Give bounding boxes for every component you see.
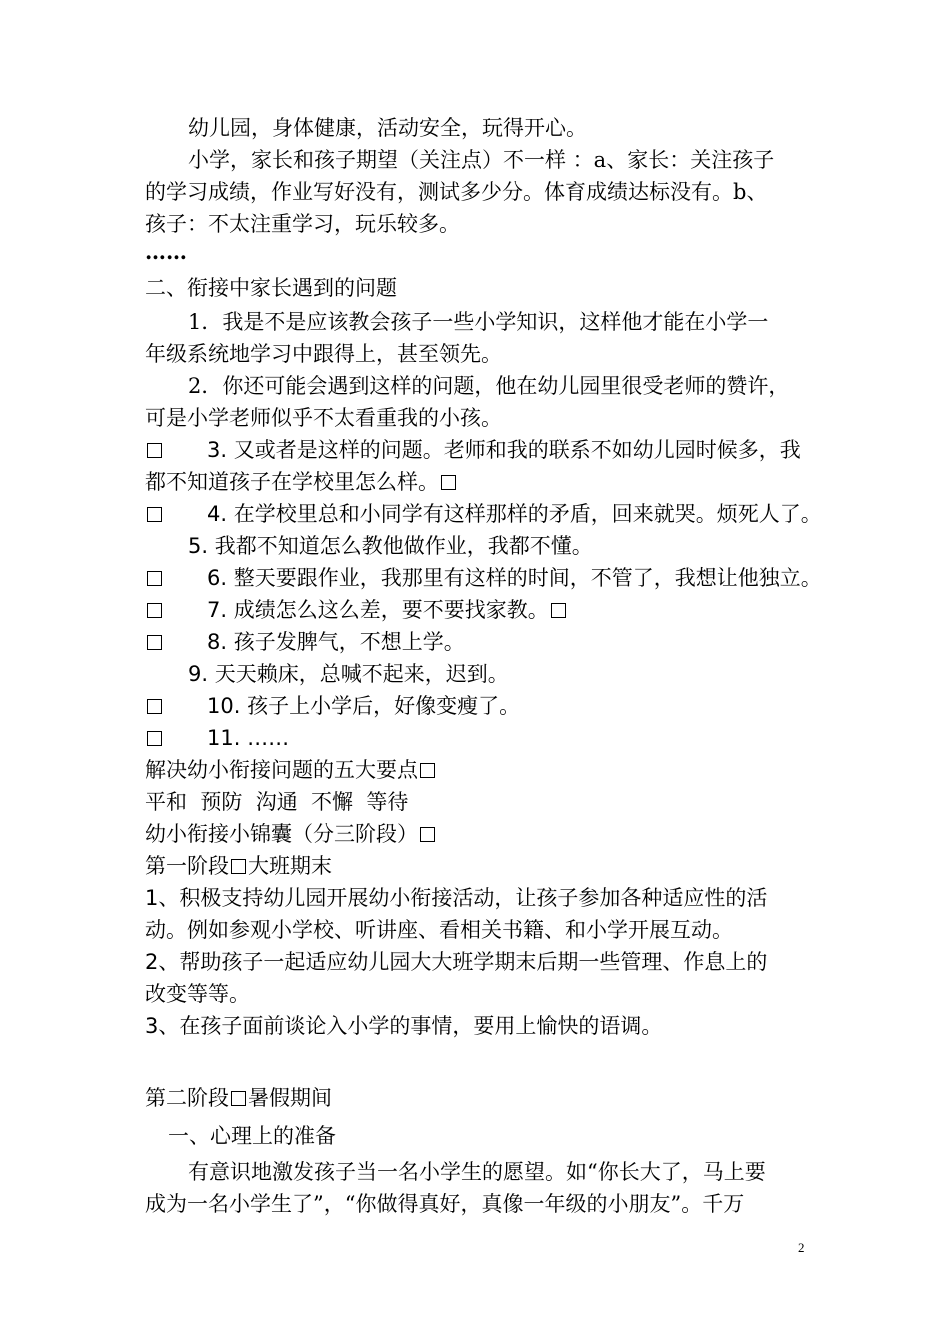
text: 5. 我都不知道怎么教他做作业，我都不懂。 bbox=[188, 534, 593, 558]
text: 2．你还可能会遇到这样的问题，他在幼儿园里很受老师的赞许， bbox=[188, 374, 790, 398]
list-item bbox=[188, 658, 509, 690]
list-item bbox=[145, 946, 767, 978]
keywords-line bbox=[145, 786, 408, 818]
list-item bbox=[188, 370, 789, 402]
placeholder-box bbox=[441, 475, 456, 490]
text: 可是小学老师似乎不太看重我的小孩。 bbox=[145, 406, 502, 430]
text: 暑假期间 bbox=[248, 1086, 332, 1110]
text: 9. 天天赖床，总喊不起来，迟到。 bbox=[188, 662, 509, 686]
text: 第一阶段 bbox=[145, 854, 229, 878]
paragraph-line bbox=[145, 1188, 744, 1220]
text: 1、积极支持幼儿园开展幼小衔接活动，让孩子参加各种适应性的活 bbox=[145, 886, 768, 910]
text: 2、帮助孩子一起适应幼儿园大大班学期末后期一些管理、作息上的 bbox=[145, 950, 768, 974]
paragraph-line bbox=[145, 208, 460, 240]
stage-heading bbox=[145, 1082, 332, 1114]
placeholder-box bbox=[420, 763, 435, 778]
list-item bbox=[145, 722, 289, 754]
placeholder-box bbox=[231, 859, 246, 874]
sub-heading bbox=[168, 1120, 336, 1152]
list-item bbox=[145, 1010, 662, 1042]
text: 平和 预防 沟通 不懈 等待 bbox=[145, 790, 409, 814]
list-item bbox=[145, 498, 822, 530]
section-heading bbox=[145, 754, 437, 786]
list-item bbox=[145, 562, 822, 594]
list-item bbox=[145, 690, 520, 722]
paragraph-line bbox=[188, 112, 587, 144]
text: 大班期末 bbox=[248, 854, 332, 878]
section-heading bbox=[145, 272, 397, 304]
placeholder-box bbox=[147, 731, 162, 746]
paragraph-line bbox=[188, 1156, 766, 1188]
text: 3、在孩子面前谈论入小学的事情，要用上愉快的语调。 bbox=[145, 1014, 663, 1038]
text: 3. 又或者是这样的问题。老师和我的联系不如幼儿园时候多，我 bbox=[207, 438, 801, 462]
text: 4. 在学校里总和小同学有这样那样的矛盾，回来就哭。烦死人了。 bbox=[207, 502, 822, 526]
text: 幼儿园，身体健康，活动安全，玩得开心。 bbox=[188, 116, 587, 140]
text: 动。例如参观小学校、听讲座、看相关书籍、和小学开展互动。 bbox=[145, 918, 733, 942]
text: 7. 成绩怎么这么差，要不要找家教。 bbox=[207, 598, 549, 622]
paragraph-line bbox=[145, 978, 250, 1010]
paragraph-line bbox=[145, 402, 502, 434]
paragraph-line bbox=[145, 338, 502, 370]
placeholder-box bbox=[147, 603, 162, 618]
text: 一、心理上的准备 bbox=[168, 1124, 336, 1148]
paragraph-line bbox=[145, 914, 733, 946]
text: 改变等等。 bbox=[145, 982, 250, 1006]
list-item bbox=[188, 530, 593, 562]
paragraph-line bbox=[145, 466, 458, 498]
list-item bbox=[145, 882, 767, 914]
placeholder-box bbox=[147, 443, 162, 458]
text: 10. 孩子上小学后，好像变瘦了。 bbox=[207, 694, 521, 718]
text: 幼小衔接小锦囊（分三阶段） bbox=[145, 822, 418, 846]
list-item bbox=[188, 306, 768, 338]
text: 成为一名小学生了”，“你做得真好，真像一年级的小朋友”。千万 bbox=[145, 1192, 745, 1216]
text: 孩子：不太注重学习，玩乐较多。 bbox=[145, 212, 460, 236]
placeholder-box bbox=[147, 571, 162, 586]
text: 都不知道孩子在学校里怎么样。 bbox=[145, 470, 439, 494]
placeholder-box bbox=[231, 1091, 246, 1106]
stage-heading bbox=[145, 850, 332, 882]
text: 的学习成绩，作业写好没有，测试多少分。体育成绩达标没有。b、 bbox=[145, 180, 768, 204]
text: 解决幼小衔接问题的五大要点 bbox=[145, 758, 418, 782]
ellipsis-line bbox=[145, 236, 187, 268]
placeholder-box bbox=[147, 635, 162, 650]
text: 11. …… bbox=[207, 726, 290, 750]
text: 年级系统地学习中跟得上，甚至领先。 bbox=[145, 342, 502, 366]
text: 第二阶段 bbox=[145, 1086, 229, 1110]
placeholder-box bbox=[551, 603, 566, 618]
list-item bbox=[145, 434, 801, 466]
paragraph-line bbox=[188, 144, 774, 176]
text: 6. 整天要跟作业，我那里有这样的时间，不管了，我想让他独立。 bbox=[207, 566, 822, 590]
placeholder-box bbox=[420, 827, 435, 842]
placeholder-box bbox=[147, 507, 162, 522]
text: 有意识地激发孩子当一名小学生的愿望。如“你长大了，马上要 bbox=[188, 1160, 766, 1184]
text: 小学，家长和孩子期望（关注点）不一样 ：a、家长：关注孩子 bbox=[188, 148, 775, 172]
text: 8. 孩子发脾气，不想上学。 bbox=[207, 630, 465, 654]
text: …… bbox=[145, 239, 187, 264]
paragraph-line bbox=[145, 176, 767, 208]
text: 二、衔接中家长遇到的问题 bbox=[145, 276, 397, 300]
page-number: 2 bbox=[798, 1240, 805, 1255]
section-heading bbox=[145, 818, 437, 850]
text: 1．我是不是应该教会孩子一些小学知识，这样他才能在小学一 bbox=[188, 310, 769, 334]
list-item bbox=[145, 594, 568, 626]
list-item bbox=[145, 626, 465, 658]
placeholder-box bbox=[147, 699, 162, 714]
